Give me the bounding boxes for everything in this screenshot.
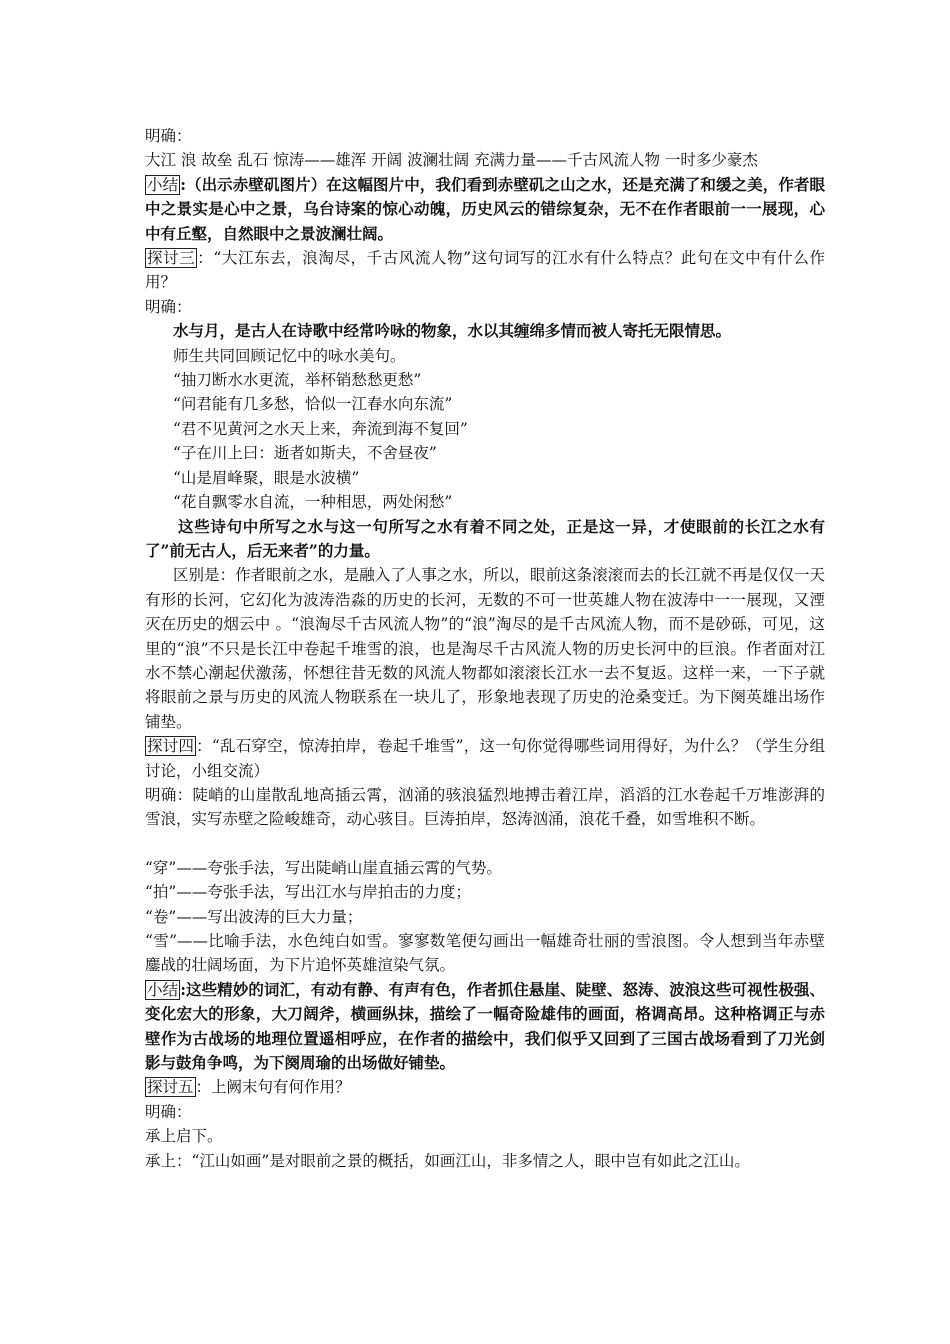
- document-body: [145, 124, 825, 1173]
- keyword-summary: 大江 浪 故垒 乱石 惊涛——雄浑 开阔 波澜壮阔 充满力量——千古风流人物 一时多少豪杰: [145, 151, 758, 170]
- summary-tag: 小结: [147, 175, 179, 194]
- discussion-five: 探讨五 ：上阙末句有何作用？: [147, 1078, 351, 1097]
- word-analysis: “拍”——夸张手法，写出江水与岸拍击的力度；: [145, 883, 471, 902]
- spacer: [145, 832, 825, 856]
- poem-quote: “问君能有几多愁，恰似一江春水向东流”: [173, 395, 453, 414]
- poem-quote: “子在川上曰：逝者如斯夫，不舍昼夜”: [173, 444, 437, 463]
- discussion-four: 探讨四 ：“乱石穿空，惊涛拍岸，卷起千堆雪”，这一句你觉得哪些词用得好，为什么？（学生分组讨论，小组交流）: [145, 737, 825, 780]
- poem-quote: “花自飘零水自流，一种相思，两处闲愁”: [173, 493, 453, 512]
- poem-quote: “抽刀断水水更流，举杯销愁愁更愁”: [173, 371, 422, 390]
- answer-text: 承上：“江山如画”是对眼前之景的概括，如画江山，非多情之人，眼中岂有如此之江山。: [145, 1151, 750, 1170]
- answer-label: 明确：: [145, 127, 192, 145]
- summary-paragraph-2: 小结 :这些精妙的词汇，有动有静、有声有色，作者抓住悬崖、陡壁、怒涛、波浪这些可视性极强、变化宏大的形象，大刀阔斧，横画纵抹，描绘了一幅奇险雄伟的画面，格调高昂。这种格调正与赤壁作为古战场的地理位置遥相呼应，在作者的描绘中，我们似乎又回到了三国古战场看到了刀光剑影与鼓角争鸣，为下阕周瑜的出场做好铺垫。: [145, 979, 825, 1073]
- difference-explanation: 区别是：作者眼前之水，是融入了人事之水，所以，眼前这条滚滚而去的长江就不再是仅仅一天有形的长河，它幻化为波涛浩淼的历史的长河，无数的不可一世英雄人物在波涛中一一展现，又湮灭在历史的烟云中 。“浪淘尽千古风流人物”的“浪”淘尽的是千古风流人物，而不是砂砾，可见，这里的“浪”不只是长江中卷起千堆雪的浪，也是淘尽千古风流人物的历史长河中的巨浪。作者面对江水不禁心潮起伏激荡，怀想往昔无数的风流人物都如滚滚长江水一去不复返。这样一来，一下子就将眼前之景与历史的风流人物联系在一块儿了，形象地表现了历史的沧桑变迁。为下阕英雄出场作铺垫。: [145, 566, 825, 731]
- review-intro: 师生共同回顾记忆中的咏水美句。: [173, 346, 406, 365]
- answer-text: 承上启下。: [145, 1127, 223, 1146]
- water-moon-paragraph: 水与月，是古人在诗歌中经常吟咏的物象，水以其缠绵多情而被人寄托无限情思。: [173, 321, 732, 341]
- summary-tag: 小结: [147, 980, 179, 999]
- word-analysis: “雪”——比喻手法，水色纯白如雪。寥寥数笔便勾画出一幅雄奇壮丽的雪浪图。令人想到当年赤壁鏖战的壮阔场面，为下片追怀英雄渲染气氛。: [145, 932, 825, 975]
- answer-label: 明确：: [145, 1102, 192, 1121]
- discussion-tag: 探讨三: [147, 249, 196, 268]
- discussion-three: 探讨三 ：“大江东去，浪淘尽，千古风流人物”这句词写的江水有什么特点？此句在文中有什么作用？: [145, 249, 825, 292]
- difference-bold-paragraph: 这些诗句中所写之水与这一句所写之水有着不同之处，正是这一异，才使眼前的长江之水有了”前无古人，后无来者”的力量。: [145, 516, 825, 560]
- word-analysis: “卷”——写出波涛的巨大力量；: [145, 907, 363, 926]
- poem-quote: “君不见黄河之水天上来，奔流到海不复回”: [173, 419, 468, 438]
- summary-paragraph-1: 小结 :（出示赤壁矶图片）在这幅图片中，我们看到赤壁矶之山之水，还是充满了和缓之美，作者眼中之景实是心中之景，乌台诗案的惊心动魄，历史风云的错综复杂，无不在作者眼前一一展现，心中有丘壑，自然眼中之景波澜壮阔。: [145, 174, 825, 243]
- discussion-tag: 探讨五: [147, 1078, 194, 1097]
- poem-quote: “山是眉峰聚，眼是水波横”: [173, 468, 360, 487]
- discussion-tag: 探讨四: [147, 737, 195, 756]
- answer-paragraph: 明确：陡峭的山崖散乱地高插云霄，汹涌的骇浪猛烈地搏击着江岸，滔滔的江水卷起千万堆澎湃的雪浪，实写赤壁之险峻雄奇，动心骇目。巨涛拍岸，怒涛汹涌，浪花千叠，如雪堆积不断。: [145, 785, 825, 829]
- word-analysis: “穿”——夸张手法，写出陡峭山崖直插云霄的气势。: [145, 858, 502, 877]
- answer-label: 明确：: [145, 297, 192, 316]
